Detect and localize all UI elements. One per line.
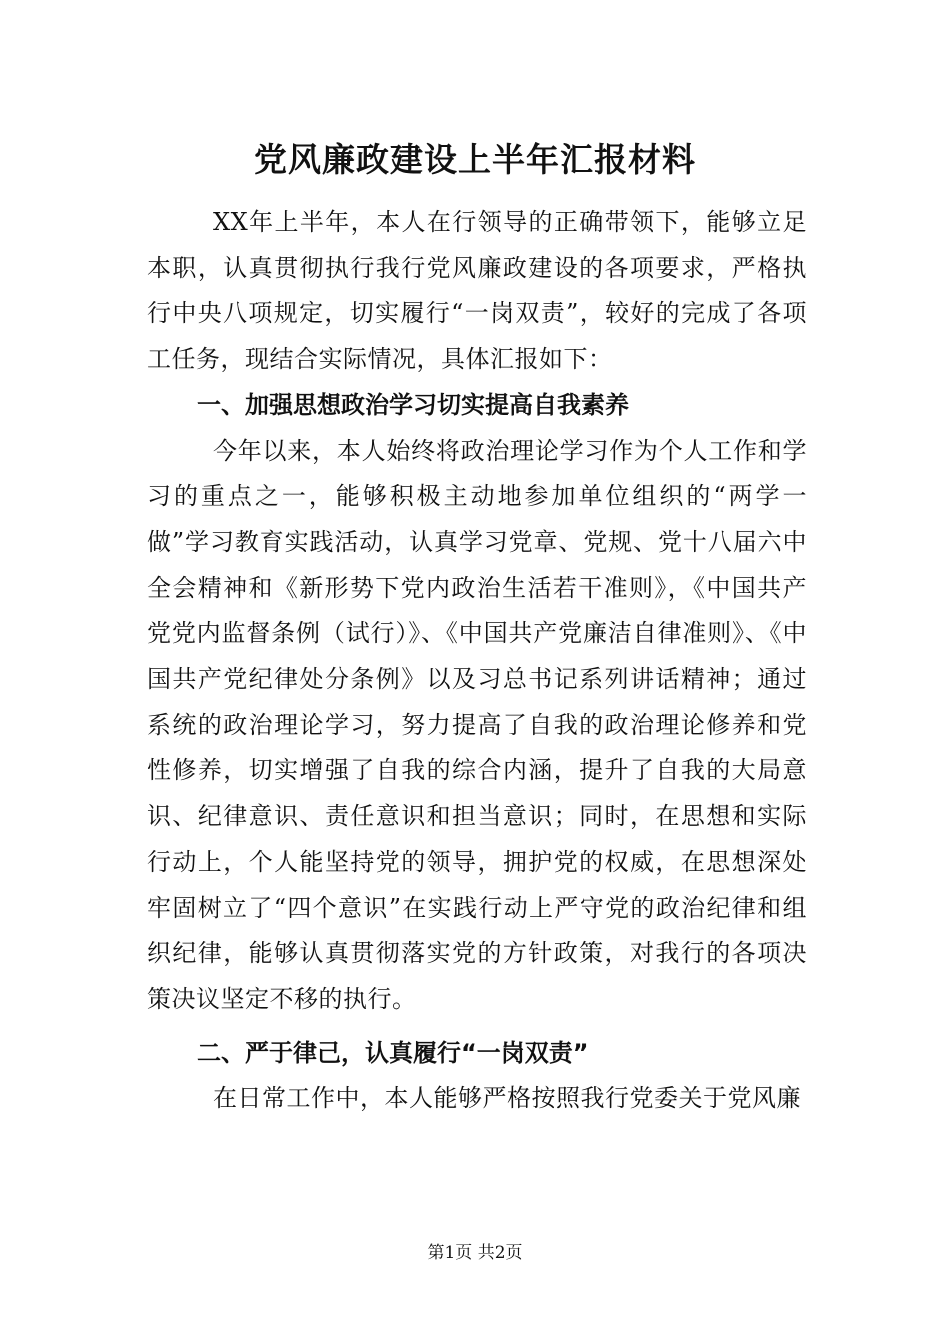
document-title: 党风廉政建设上半年汇报材料 — [254, 140, 696, 179]
section-2-paragraph: 在日常工作中，本人能够严格按照我行党委关于党风廉 — [213, 1084, 801, 1113]
page-number-footer: 第1页 共2页 — [427, 1243, 523, 1263]
document-body — [147, 200, 807, 1122]
section-2-heading: 二、严于律己，认真履行“一岗双责” — [197, 1038, 589, 1067]
section-1-paragraph: 今年以来，本人始终将政治理论学习作为个人工作和学习的重点之一，能够积极主动地参加单位组织的“两学一做”学习教育实践活动，认真学习党章、党规、党十八届六中全会精神和《新形势下党内政治生活若干准则》，《中国共产党党内监督条例（试行）》、《中国共产党廉洁自律准则》、《中国共产党纪律处分条例》以及习总书记系列讲话精神；通过系统的政治理论学习，努力提高了自我的政治理论修养和党性修养，切实增强了自我的综合内涵，提升了自我的大局意识、纪律意识、责任意识和担当意识；同时，在思想和实际行动上，个人能坚持党的领导，拥护党的权威，在思想深处牢固树立了“四个意识”在实践行动上严守党的政治纪律和组织纪律，能够认真贯彻落实党的方针政策，对我行的各项决策决议坚定不移的执行。 — [147, 436, 807, 1013]
section-1-heading: 一、加强思想政治学习切实提高自我素养 — [197, 390, 629, 419]
intro-paragraph: XX年上半年，本人在行领导的正确带领下，能够立足本职，认真贯彻执行我行党风廉政建设的各项要求，严格执行中央八项规定，切实履行“一岗双责”，较好的完成了各项工任务，现结合实际情况，具体汇报如下： — [147, 208, 807, 374]
